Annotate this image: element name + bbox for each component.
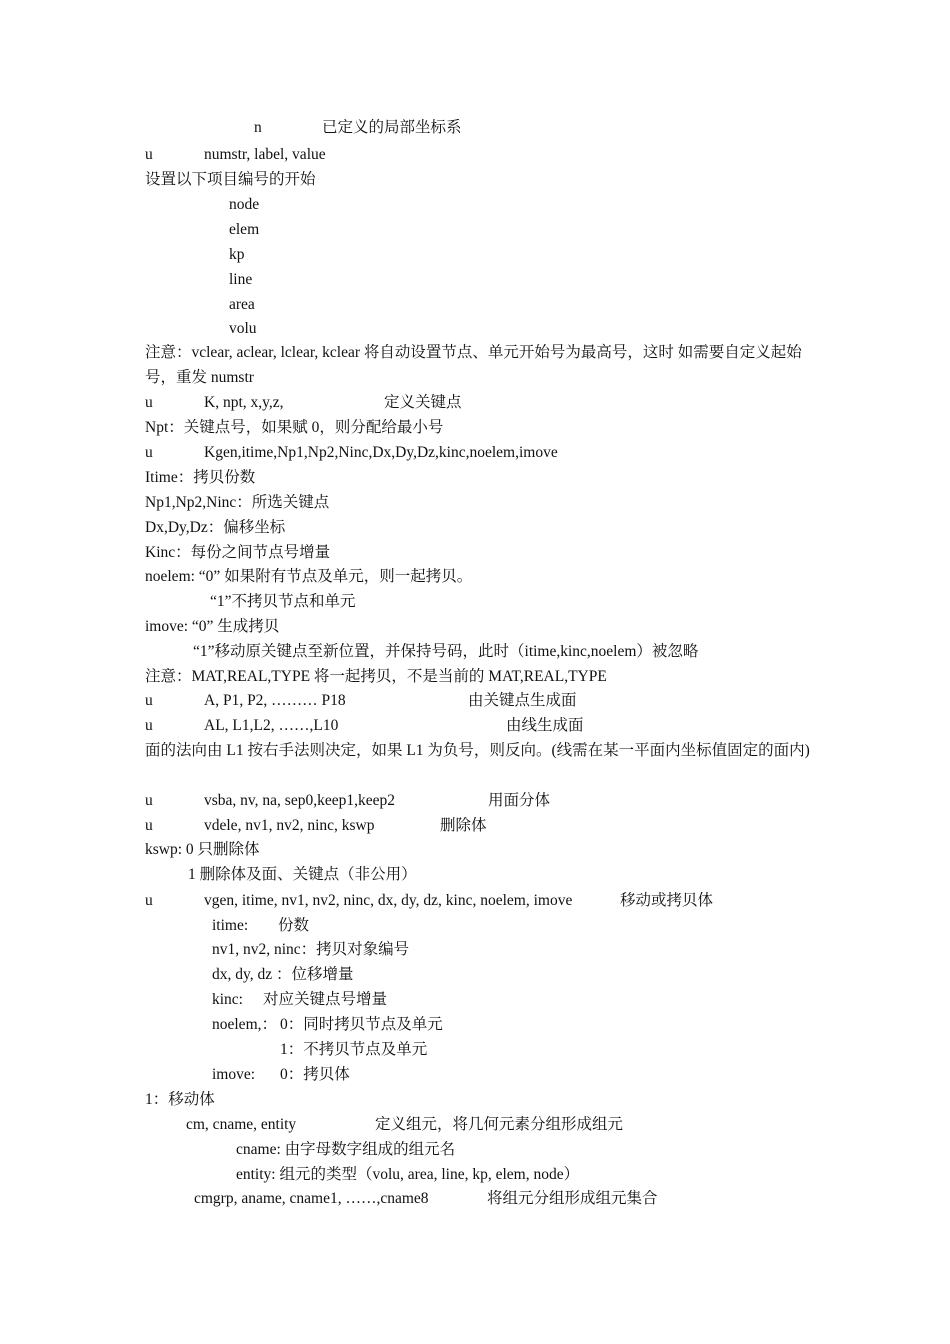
- text-line: Itime：拷贝份数: [145, 469, 256, 486]
- text-line: cm, cname, entity: [186, 1116, 297, 1133]
- text-line: 用面分体: [488, 792, 551, 809]
- bullet-marker: u: [145, 394, 153, 411]
- text-line: Kgen,itime,Np1,Np2,Ninc,Dx,Dy,Dz,kinc,noelem,imove: [204, 444, 558, 461]
- text-line: itime:: [212, 917, 249, 934]
- text-line: 由关键点生成面: [468, 692, 577, 709]
- text-line: 0：拷贝体: [280, 1066, 350, 1083]
- text-line: node: [229, 196, 260, 213]
- text-line: Npt：关键点号，如果赋 0，则分配给最小号: [145, 419, 444, 436]
- text-line: vdele, nv1, nv2, ninc, kswp: [204, 817, 375, 834]
- text-line: 设置以下项目编号的开始: [145, 171, 316, 188]
- text-line: cname: 由字母数字组成的组元名: [236, 1141, 456, 1158]
- text-line: elem: [229, 221, 260, 238]
- text-line: vsba, nv, na, sep0,keep1,keep2: [204, 792, 395, 809]
- bullet-marker: u: [145, 444, 153, 461]
- text-line: noelem,：: [212, 1016, 277, 1033]
- text-line: 1：不拷贝节点及单元: [280, 1041, 428, 1058]
- text-line: 1 删除体及面、关键点（非公用）: [188, 866, 417, 883]
- text-line: A, P1, P2, ……… P18: [204, 692, 346, 709]
- text-line: imove: “0” 生成拷贝: [145, 618, 280, 635]
- text-line: 将组元分组形成组元集合: [487, 1190, 658, 1207]
- text-line: Kinc：每份之间节点号增量: [145, 544, 331, 561]
- text-line: vgen, itime, nv1, nv2, ninc, dx, dy, dz, kinc, noelem, imove: [204, 892, 573, 909]
- text-line: AL, L1,L2, ……,L10: [204, 717, 339, 734]
- text-line: 份数: [278, 917, 310, 934]
- text-line: 由线生成面: [506, 717, 584, 734]
- bullet-marker: u: [145, 717, 153, 734]
- text-line: line: [229, 271, 253, 288]
- bullet-marker: u: [145, 146, 153, 163]
- text-line: kswp: 0 只删除体: [145, 841, 260, 858]
- text-line: imove:: [212, 1066, 256, 1083]
- text-line: 定义组元，将几何元素分组形成组元: [375, 1116, 624, 1133]
- text-line: kp: [229, 246, 245, 263]
- text-line: 定义关键点: [384, 394, 462, 411]
- text-paragraph: 面的法向由 L1 按右手法则决定，如果 L1 为负号，则反向。(线需在某一平面内坐标值固定的面内): [145, 742, 810, 759]
- bullet-marker: u: [145, 817, 153, 834]
- bullet-marker: u: [145, 692, 153, 709]
- text-line: “1”移动原关键点至新位置，并保持号码，此时（itime,kinc,noelem）被忽略: [193, 643, 699, 660]
- text-line: 已定义的局部坐标系: [322, 119, 462, 136]
- text-line: dx, dy, dz ：位移增量: [212, 966, 354, 983]
- text-line: volu: [229, 320, 257, 337]
- text-line: 对应关键点号增量: [263, 991, 388, 1008]
- text-line: n: [254, 119, 262, 136]
- text-paragraph: 注意：vclear, aclear, lclear, kclear 将自动设置节点、单元开始号为最高号，这时 如需要自定义起始号，重发 numstr: [145, 344, 802, 386]
- text-line: noelem: “0” 如果附有节点及单元，则一起拷贝。: [145, 568, 473, 585]
- bullet-marker: u: [145, 792, 153, 809]
- text-line: 注意：MAT,REAL,TYPE 将一起拷贝，不是当前的 MAT,REAL,TYPE: [145, 668, 607, 685]
- text-line: Dx,Dy,Dz：偏移坐标: [145, 519, 286, 536]
- text-line: 删除体: [440, 817, 487, 834]
- text-line: K, npt, x,y,z,: [204, 394, 284, 411]
- text-line: Np1,Np2,Ninc：所选关键点: [145, 494, 330, 511]
- text-line: area: [229, 296, 255, 313]
- bullet-marker: u: [145, 892, 153, 909]
- text-line: 移动或拷贝体: [620, 892, 714, 909]
- text-line: 0：同时拷贝节点及单元: [280, 1016, 443, 1033]
- text-line: nv1, nv2, ninc：拷贝对象编号: [212, 941, 410, 958]
- text-line: “1”不拷贝节点和单元: [210, 593, 356, 610]
- text-line: kinc:: [212, 991, 243, 1008]
- text-line: entity: 组元的类型（volu, area, line, kp, elem, node）: [236, 1166, 580, 1183]
- text-line: numstr, label, value: [204, 146, 326, 163]
- text-line: 1：移动体: [145, 1091, 215, 1108]
- text-line: cmgrp, aname, cname1, ……,cname8: [194, 1190, 429, 1207]
